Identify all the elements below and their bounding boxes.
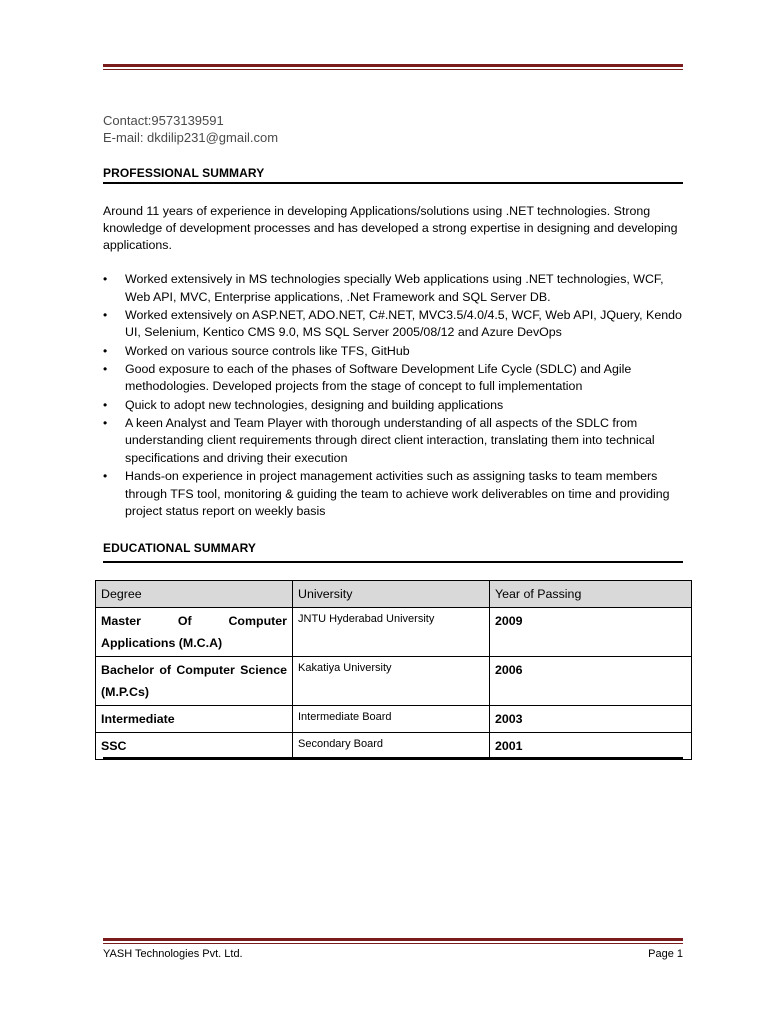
education-bottom-rule xyxy=(103,757,683,759)
year-cell: 2009 xyxy=(490,608,692,657)
bullet-text: Hands-on experience in project management activities such as assigning tasks to team members through TFS tool, monitoring & guiding the team to achieve work deliverables on time and providing project status report on weekly basis xyxy=(125,469,670,519)
list-item xyxy=(103,468,685,521)
bullet-text: Worked extensively in MS technologies specially Web applications using .NET technologies, WCF, Web API, MVC, Enterprise applications, .Net Framework and SQL Server DB. xyxy=(125,272,664,304)
table-row xyxy=(96,706,692,733)
university-cell: Kakatiya University xyxy=(293,657,490,706)
university-cell: Secondary Board xyxy=(293,733,490,760)
year-cell: 2001 xyxy=(490,733,692,760)
footer-rule-thick xyxy=(103,938,683,941)
bullet-text: Worked extensively on ASP.NET, ADO.NET, C#.NET, MVC3.5/4.0/4.5, WCF, Web API, JQuery, Kendo UI, Selenium, Kentico CMS 9.0, MS SQL Server 2005/08/12 and Azure DevOps xyxy=(125,307,682,340)
bullet-icon: • xyxy=(103,469,108,484)
table-row xyxy=(96,657,692,706)
column-header-degree: Degree xyxy=(96,581,293,608)
degree-line: Master Of Computer xyxy=(101,614,287,628)
contact-phone: Contact:9573139591 xyxy=(103,113,224,128)
header-rule-thick xyxy=(103,64,683,67)
degree-cell xyxy=(96,608,293,657)
professional-summary-list xyxy=(103,271,685,521)
bullet-icon: • xyxy=(103,415,108,430)
bullet-icon: • xyxy=(103,307,108,322)
list-item xyxy=(103,343,685,361)
header-rule-thin xyxy=(103,69,683,70)
degree-cell xyxy=(96,657,293,706)
bullet-text: Worked on various source controls like TFS, GitHub xyxy=(125,343,410,358)
column-header-year: Year of Passing xyxy=(490,581,692,608)
bullet-icon: • xyxy=(103,397,108,412)
year-cell: 2003 xyxy=(490,706,692,733)
bullet-icon: • xyxy=(103,361,108,376)
university-cell: JNTU Hyderabad University xyxy=(293,608,490,657)
footer-rule-thin xyxy=(103,943,683,944)
footer-page-number: Page 1 xyxy=(648,948,683,960)
list-item xyxy=(103,307,685,342)
table-row xyxy=(96,733,692,760)
degree-line: (M.P.Cs) xyxy=(101,685,149,699)
professional-summary-intro: Around 11 years of experience in developing Applications/solutions using .NET technologies. Strong knowledge of development processes and has developed a strong expertise in designing and developing applications. xyxy=(103,204,678,252)
list-item xyxy=(103,397,685,415)
bullet-text: A keen Analyst and Team Player with thorough understanding of all aspects of the SDLC from understanding client requirements through direct client interaction, translating them into technical specifications and driving their execution xyxy=(125,415,655,465)
university-cell: Intermediate Board xyxy=(293,706,490,733)
contact-email: E-mail: dkdilip231@gmail.com xyxy=(103,130,279,145)
educational-summary-rule xyxy=(103,561,683,563)
column-header-university: University xyxy=(293,581,490,608)
degree-line: Applications (M.C.A) xyxy=(101,636,223,650)
professional-summary-heading: PROFESSIONAL SUMMARY xyxy=(103,166,265,180)
bullet-text: Good exposure to each of the phases of Software Development Life Cycle (SDLC) and Agile methodologies. Developed projects from the stage of concept to full implementation xyxy=(125,361,632,394)
professional-summary-rule xyxy=(103,182,683,184)
table-header-row xyxy=(96,581,692,608)
bullet-text: Quick to adopt new technologies, designing and building applications xyxy=(125,397,504,412)
bullet-icon: • xyxy=(103,343,108,358)
year-cell: 2006 xyxy=(490,657,692,706)
degree-cell: SSC xyxy=(96,733,293,760)
list-item xyxy=(103,415,685,468)
footer-company: YASH Technologies Pvt. Ltd. xyxy=(103,948,243,960)
list-item xyxy=(103,361,685,396)
degree-cell: Intermediate xyxy=(96,706,293,733)
degree-line: Bachelor of Computer Science xyxy=(101,663,287,677)
education-table xyxy=(95,580,692,760)
table-row xyxy=(96,608,692,657)
bullet-icon: • xyxy=(103,272,108,286)
educational-summary-heading: EDUCATIONAL SUMMARY xyxy=(103,541,257,555)
list-item xyxy=(103,271,685,306)
